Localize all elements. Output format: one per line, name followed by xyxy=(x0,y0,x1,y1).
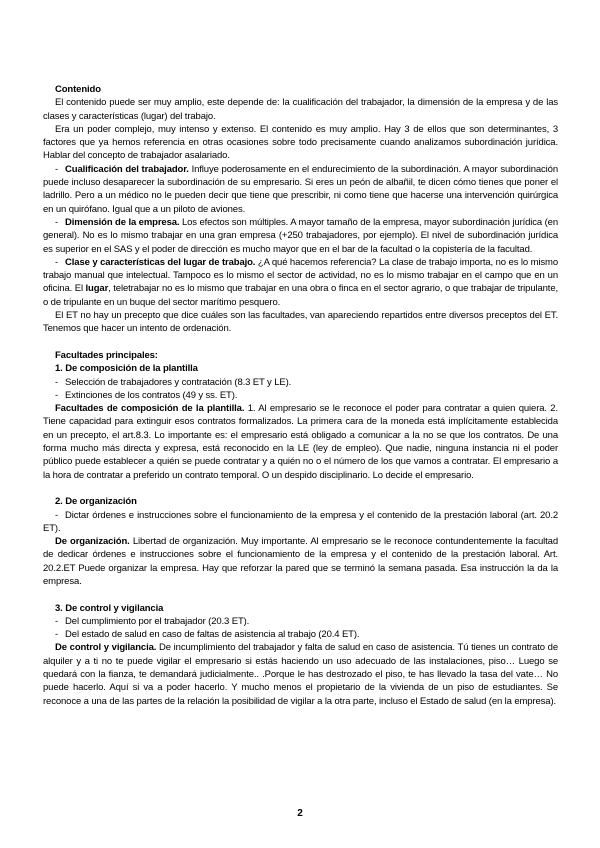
bullet-dash: - xyxy=(55,389,59,401)
text-run: Selección de trabajadores y contratación (8.3 ET y LE). xyxy=(65,376,292,388)
list-item xyxy=(43,163,558,216)
heading xyxy=(43,83,558,96)
bullet-dash: - xyxy=(55,615,59,627)
text-run: El contenido puede ser muy amplio, este depende de: la cualificación del trabajador, la dimensión de la empresa y de las clases y características (lugar) del trabajo. xyxy=(43,97,558,122)
paragraph xyxy=(43,535,558,588)
text-run: Cualificación del trabajador. xyxy=(65,163,189,175)
bullet-dash: - xyxy=(55,216,59,228)
text-run: Dimensión de la empresa. xyxy=(65,216,180,228)
text-run: Contenido xyxy=(55,84,101,95)
text-run: Influye poderosamente en el endurecimiento de la subordinación. A mayor subordinación puede incluso desaparecer la subordinación de su empresario. Si eres un peón de albañil, te dicen cómo tienes que poner el ladrillo. Pero a un médico no le pueden decir que tiene que prescribir, ni como tiene que hacerse una intervención quirúrgica en un quirófano. Igual que a un piloto de aviones. xyxy=(43,163,558,215)
text-run: Extinciones de los contratos (49 y ss. ET). xyxy=(65,389,238,401)
page-number: 2 xyxy=(297,808,303,819)
text-run: Los efectos son múltiples. A mayor tamaño de la empresa, mayor subordinación jurídica (en general). No es lo mismo trabajar en una gran empresa (+250 trabajadores, por ejemplo). El nivel de subordinación jurídica es superior en el SAS y el poder de dirección es mucho mayor que en el bar de la facultad o la copistería de la facultad. xyxy=(43,216,558,255)
heading xyxy=(43,602,558,615)
paragraph xyxy=(43,96,558,123)
list-item xyxy=(43,376,558,389)
list-item xyxy=(43,256,558,309)
text-run: 1. De composición de la plantilla xyxy=(55,363,198,375)
spacer-line xyxy=(43,588,558,601)
text-run: Facultades principales: xyxy=(55,349,158,361)
bullet-dash: - xyxy=(55,256,59,268)
paragraph xyxy=(43,309,558,336)
text-run: Del cumplimiento por el trabajador (20.3 ET). xyxy=(65,615,250,627)
paragraph xyxy=(43,123,558,163)
heading xyxy=(43,495,558,508)
spacer-line xyxy=(43,336,558,349)
list-item xyxy=(43,615,558,628)
text-run: lugar xyxy=(85,283,109,295)
text-run: ¿A qué hacemos referencia? La clase de trabajo importa, no es lo mismo trabajo manual que intelectual. Tampoco es lo mismo el sector de actividad, no es lo mismo trabajar en el campo que en un oficina. El xyxy=(43,256,558,295)
heading xyxy=(43,362,558,375)
text-run: 1. Al empresario se le reconoce el poder para contratar a quien quiera. 2. Tiene capacidad para extinguir esos contratos formalizados. La primera cara de la moneda está implícitamente establecida en un precepto, el art.8.3. Lo importante es: el empresario está obligado a comunicar a la no se que los contratos. De una forma mucho más directa y expresa, está reconocido en la LE (ley de empleo). Que nadie, ninguna instancia ni el poder público puede establecer a quién se puede contratar y a quién no o el número de los que vamos a contratar. El empresario a la hora de contratar a preferido un contrato temporal. O un despido disciplinario. Lo decide el empresario. xyxy=(43,403,558,481)
text-run: De control y vigilancia. xyxy=(55,642,157,654)
text-run: Libertad de organización. Muy importante. Al empresario se le reconoce contundentemente la facultad de dedicar órdenes e instrucciones sobre el funcionamiento de la empresa y el contenido de la prestación laboral. Art. 20.2.ET Puede organizar la empresa. Hay que reforzar la pared que se terminó la semana pasada. Esa instrucción la da la empresa. xyxy=(43,536,558,587)
text-run: Del estado de salud en caso de faltas de asistencia al trabajo (20.4 ET). xyxy=(65,629,360,641)
text-run: Era un poder complejo, muy intenso y extenso. El contenido es muy amplio. Hay 3 de ellos que son determinantes, 3 factores que ya hemos referencia en otras ocasiones sobre todo precisamente cuando analizamos subordinación jurídica. Hablar del concepto de trabajador asalariado. xyxy=(43,123,558,162)
text-run: 3. De control y vigilancia xyxy=(55,602,164,614)
paragraph xyxy=(43,402,558,482)
text-run: Clase y características del lugar de trabajo. xyxy=(65,256,256,268)
bullet-dash: - xyxy=(55,163,59,175)
text-run: De organización. xyxy=(55,536,130,548)
spacer-line xyxy=(43,482,558,495)
text-run: El ET no hay un precepto que dice cuáles son las facultades, van apareciendo repartidos entre diversos preceptos del ET. Tenemos que hacer un intento de ordenación. xyxy=(43,310,558,335)
text-run: 2. De organización xyxy=(55,496,137,508)
bullet-dash: - xyxy=(55,509,59,521)
text-run: De incumplimiento del trabajador y falta de salud en caso de asistencia. Tú tienes un contrato de alquiler y a ti no te puede vigilar el empresario si estás haciendo un uso adecuado de las instalaciones, piso… Luego se quedará con la fianza, te demandará judicialmente.. .Porque le has destrozado el piso, te has llevado la tasa del vate… No puede hacerlo. Aquí si va a poder hacerlo. Y mucho menos el propietario de la vivienda de un piso de estudiantes. Se reconoce a una de las partes de la relación la posibilidad de vigilar a la otra parte, incluso el Estado de salud (en la empresa). xyxy=(43,642,558,707)
bullet-dash: - xyxy=(55,629,59,641)
document-body xyxy=(43,83,558,708)
text-run: Facultades de composición de la plantilla. xyxy=(55,403,245,415)
text-run: , teletrabajar no es lo mismo que trabajar en una obra o finca en el sector agrario, o que trabajar de tripulante, o de tripulante en un buque del sector marítimo pesquero. xyxy=(43,283,558,308)
list-item xyxy=(43,628,558,641)
heading xyxy=(43,349,558,362)
bullet-dash: - xyxy=(55,376,59,388)
text-run: Dictar órdenes e instrucciones sobre el funcionamiento de la empresa y el contenido de la prestación laboral (art. 20.2 ET). xyxy=(43,509,558,534)
list-item xyxy=(43,216,558,256)
list-item xyxy=(43,389,558,402)
paragraph xyxy=(43,641,558,707)
list-item xyxy=(43,509,558,536)
